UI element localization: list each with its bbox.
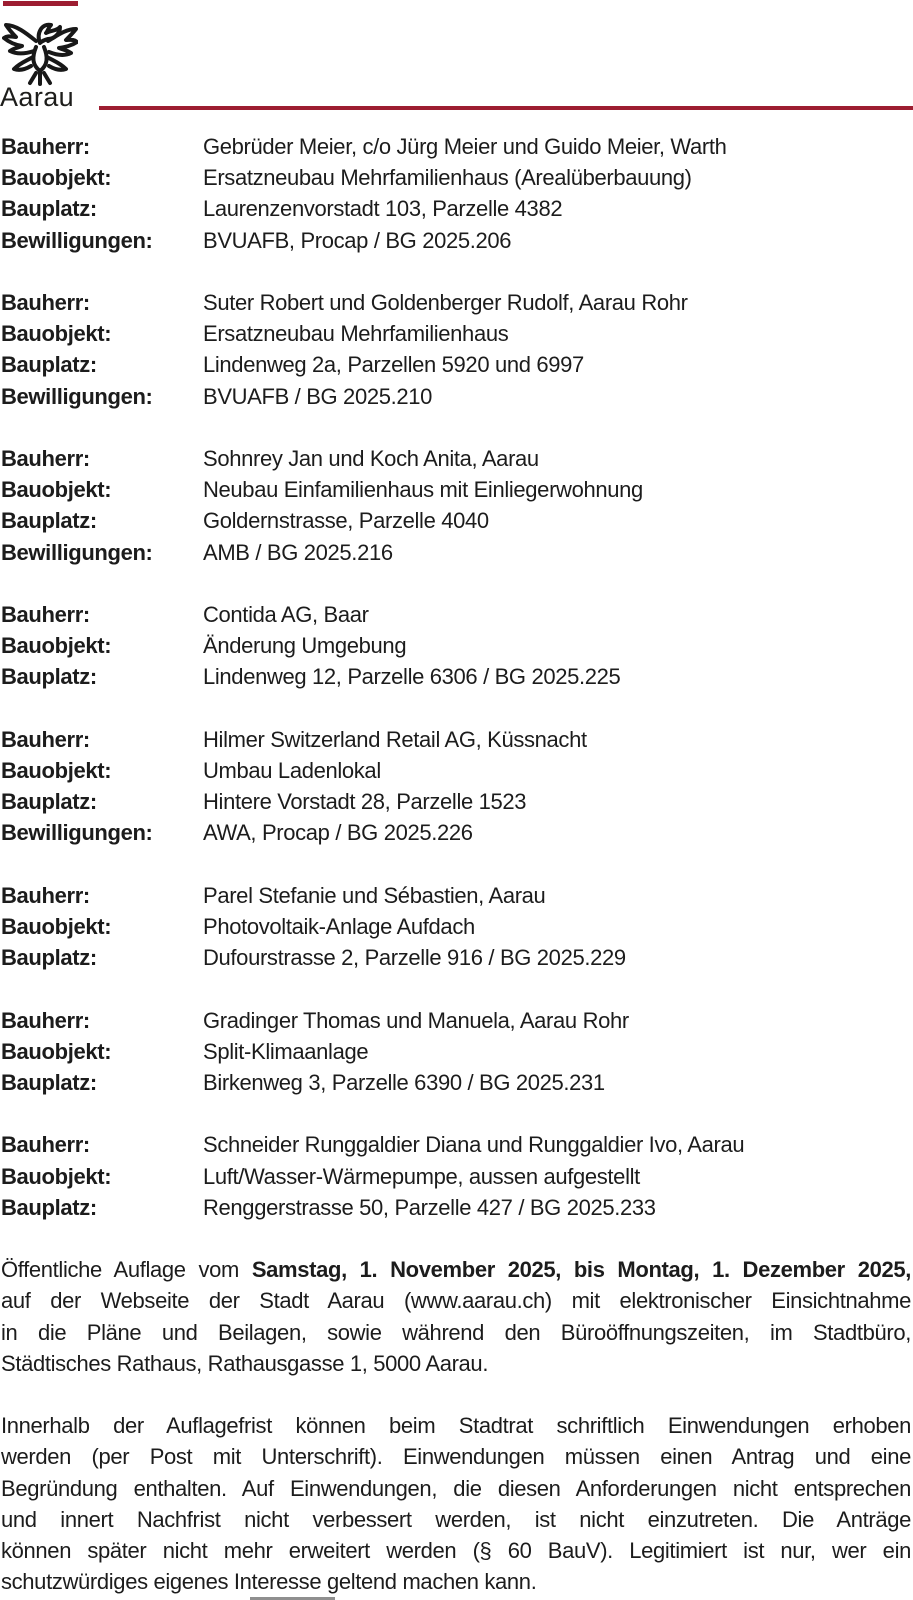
entry-label: Bauplatz: (1, 508, 97, 534)
entry-row (1, 724, 911, 755)
entry-label: Bauherr: (1, 134, 90, 159)
entry-row (1, 880, 911, 911)
entry-label: Bewilligungen: (1, 383, 153, 409)
entry-row (1, 817, 911, 848)
entry-value: Hintere Vorstadt 28, Parzelle 1523 (203, 789, 527, 815)
paragraph-text: Öffentliche Auflage vom (1, 1257, 252, 1283)
paragraph-line (1, 1504, 911, 1535)
entry-value: Hilmer Switzerland Retail AG, Küssnacht (203, 726, 587, 752)
building-application-entry (1, 1005, 911, 1099)
entry-row (1, 1005, 911, 1036)
entry-row (1, 1192, 911, 1223)
entry-value: Neubau Einfamilienhaus mit Einliegerwohnung (203, 477, 643, 503)
entry-label: Bauobjekt: (1, 1163, 112, 1189)
paragraph-line (1, 1410, 911, 1441)
notice-content (1, 131, 911, 1597)
paragraph-text: auf der Webseite der Stadt Aarau (www.aarau.ch) mit elektronischer Einsichtnahme (1, 1288, 911, 1314)
entry-label: Bauobjekt: (1, 1038, 112, 1064)
paragraph-line (1, 1285, 911, 1316)
paragraph-line (1, 1441, 911, 1472)
entry-value: Photovoltaik-Anlage Aufdach (203, 914, 475, 939)
entry-label: Bauplatz: (1, 789, 97, 815)
building-application-entry (1, 880, 911, 974)
building-application-entry (1, 131, 911, 256)
entry-value: BVUAFB, Procap / BG 2025.206 (203, 227, 512, 253)
entry-value: Gradinger Thomas und Manuela, Aarau Rohr (203, 1007, 629, 1033)
entry-value: Luft/Wasser-Wärmepumpe, aussen aufgestellt (203, 1163, 640, 1189)
entry-row (1, 318, 911, 349)
paragraph-line (1, 1254, 911, 1285)
entry-label: Bauplatz: (1, 1070, 97, 1095)
paragraph-line (1, 1348, 911, 1379)
entry-value: Schneider Runggaldier Diana und Runggaldier Ivo, Aarau (203, 1132, 745, 1158)
entry-value: Suter Robert und Goldenberger Rudolf, Aarau Rohr (203, 290, 688, 315)
paragraph-text: Samstag, 1. November 2025, bis Montag, 1. Dezember 2025, (251, 1257, 911, 1283)
entry-value: AWA, Procap / BG 2025.226 (203, 820, 473, 846)
entry-value: Gebrüder Meier, c/o Jürg Meier und Guido Meier, Warth (203, 134, 727, 159)
entry-label: Bauobjekt: (1, 165, 112, 191)
entry-value: Ersatzneubau Mehrfamilienhaus (203, 321, 509, 347)
entry-row (1, 599, 911, 630)
entry-label: Bauplatz: (1, 664, 97, 690)
entry-row (1, 1129, 911, 1160)
entry-row (1, 1161, 911, 1192)
entry-label: Bauobjekt: (1, 477, 112, 503)
paragraph-text: Städtisches Rathaus, Rathausgasse 1, 5000 Aarau. (1, 1350, 489, 1376)
entry-row (1, 131, 911, 162)
entry-value: Parel Stefanie und Sébastien, Aarau (203, 882, 546, 908)
entry-value: Umbau Ladenlokal (203, 758, 381, 783)
entry-label: Bauobjekt: (1, 633, 112, 659)
entry-row (1, 443, 911, 474)
entry-row (1, 1067, 911, 1098)
entry-row (1, 537, 911, 568)
paragraphs (1, 1254, 911, 1597)
entry-label: Bauherr: (1, 882, 90, 908)
entry-label: Bewilligungen: (1, 539, 153, 565)
building-application-entry (1, 599, 911, 693)
paragraph-text: werden (per Post mit Unterschrift). Einwendungen müssen einen Antrag und eine (1, 1444, 911, 1470)
paragraph-line (1, 1566, 911, 1597)
entry-label: Bauherr: (1, 726, 90, 752)
paragraph-text: Innerhalb der Auflagefrist können beim Stadtrat schriftlich Einwendungen erhoben (1, 1413, 911, 1439)
entry-value: Contida AG, Baar (203, 602, 369, 627)
paragraph-einwendungen (1, 1410, 911, 1597)
entries (1, 131, 911, 1223)
entry-label: Bauherr: (1, 1007, 90, 1033)
header-rule (99, 106, 913, 110)
entry-label: Bauobjekt: (1, 321, 112, 347)
entry-row (1, 225, 911, 256)
entry-label: Bauherr: (1, 1132, 90, 1158)
entry-value: BVUAFB / BG 2025.210 (203, 383, 433, 409)
aarau-eagle-icon (2, 13, 78, 87)
paragraph-line (1, 1317, 911, 1348)
paragraph-text: Begründung enthalten. Auf Einwendungen, die diesen Anforderungen nicht entsprechen (1, 1475, 911, 1501)
entry-value: Ersatzneubau Mehrfamilienhaus (Arealüberbauung) (203, 165, 692, 191)
entry-row (1, 911, 911, 942)
entry-value: Änderung Umgebung (203, 633, 407, 659)
entry-label: Bauplatz: (1, 352, 97, 378)
entry-value: Split-Klimaanlage (203, 1038, 369, 1064)
entry-value: AMB / BG 2025.216 (203, 539, 393, 565)
entry-label: Bewilligungen: (1, 227, 153, 253)
entry-row (1, 1036, 911, 1067)
entry-row (1, 193, 911, 224)
entry-row (1, 474, 911, 505)
entry-value: Dufourstrasse 2, Parzelle 916 / BG 2025.229 (203, 945, 626, 971)
entry-row (1, 162, 911, 193)
building-application-entry (1, 287, 911, 412)
entry-label: Bauplatz: (1, 945, 97, 971)
paragraph-line (1, 1535, 911, 1566)
entry-label: Bauobjekt: (1, 914, 112, 939)
building-application-entry (1, 1129, 911, 1223)
entry-label: Bauplatz: (1, 196, 97, 222)
entry-row (1, 505, 911, 536)
entry-label: Bauherr: (1, 446, 90, 471)
entry-row (1, 661, 911, 692)
paragraph-text: können später nicht mehr erweitert werden (§ 60 BauV). Legitimiert ist nur, wer ein (1, 1538, 911, 1563)
building-application-entry (1, 724, 911, 849)
entry-label: Bauherr: (1, 602, 90, 627)
entry-value: Laurenzenvorstadt 103, Parzelle 4382 (203, 196, 563, 222)
entry-row (1, 942, 911, 973)
paragraph-oeffentliche-auflage (1, 1254, 911, 1379)
entry-value: Lindenweg 2a, Parzellen 5920 und 6997 (203, 352, 584, 378)
brand-wordmark: Aarau (0, 82, 75, 112)
entry-label: Bauplatz: (1, 1194, 97, 1220)
entry-label: Bauherr: (1, 290, 90, 315)
entry-row (1, 349, 911, 380)
entry-value: Lindenweg 12, Parzelle 6306 / BG 2025.225 (203, 664, 621, 690)
entry-row (1, 381, 911, 412)
entry-row (1, 786, 911, 817)
entry-value: Birkenweg 3, Parzelle 6390 / BG 2025.231 (203, 1070, 605, 1095)
paragraph-line (1, 1473, 911, 1504)
entry-row (1, 755, 911, 786)
entry-value: Sohnrey Jan und Koch Anita, Aarau (203, 446, 539, 471)
paragraph-text: und innert Nachfrist nicht verbessert werden, ist nicht einzutreten. Die Anträge (1, 1506, 911, 1532)
entry-value: Goldernstrasse, Parzelle 4040 (203, 508, 489, 534)
entry-row (1, 630, 911, 661)
paragraph-text: schutzwürdiges eigenes Interesse geltend machen kann. (1, 1569, 537, 1595)
entry-value: Renggerstrasse 50, Parzelle 427 / BG 2025.233 (203, 1194, 656, 1220)
brand-top-bar (3, 1, 78, 6)
entry-row (1, 287, 911, 318)
entry-label: Bewilligungen: (1, 820, 153, 846)
entry-label: Bauobjekt: (1, 758, 112, 783)
building-application-entry (1, 443, 911, 568)
paragraph-text: in die Pläne und Beilagen, sowie während den Büroöffnungszeiten, im Stadtbüro, (1, 1319, 911, 1345)
